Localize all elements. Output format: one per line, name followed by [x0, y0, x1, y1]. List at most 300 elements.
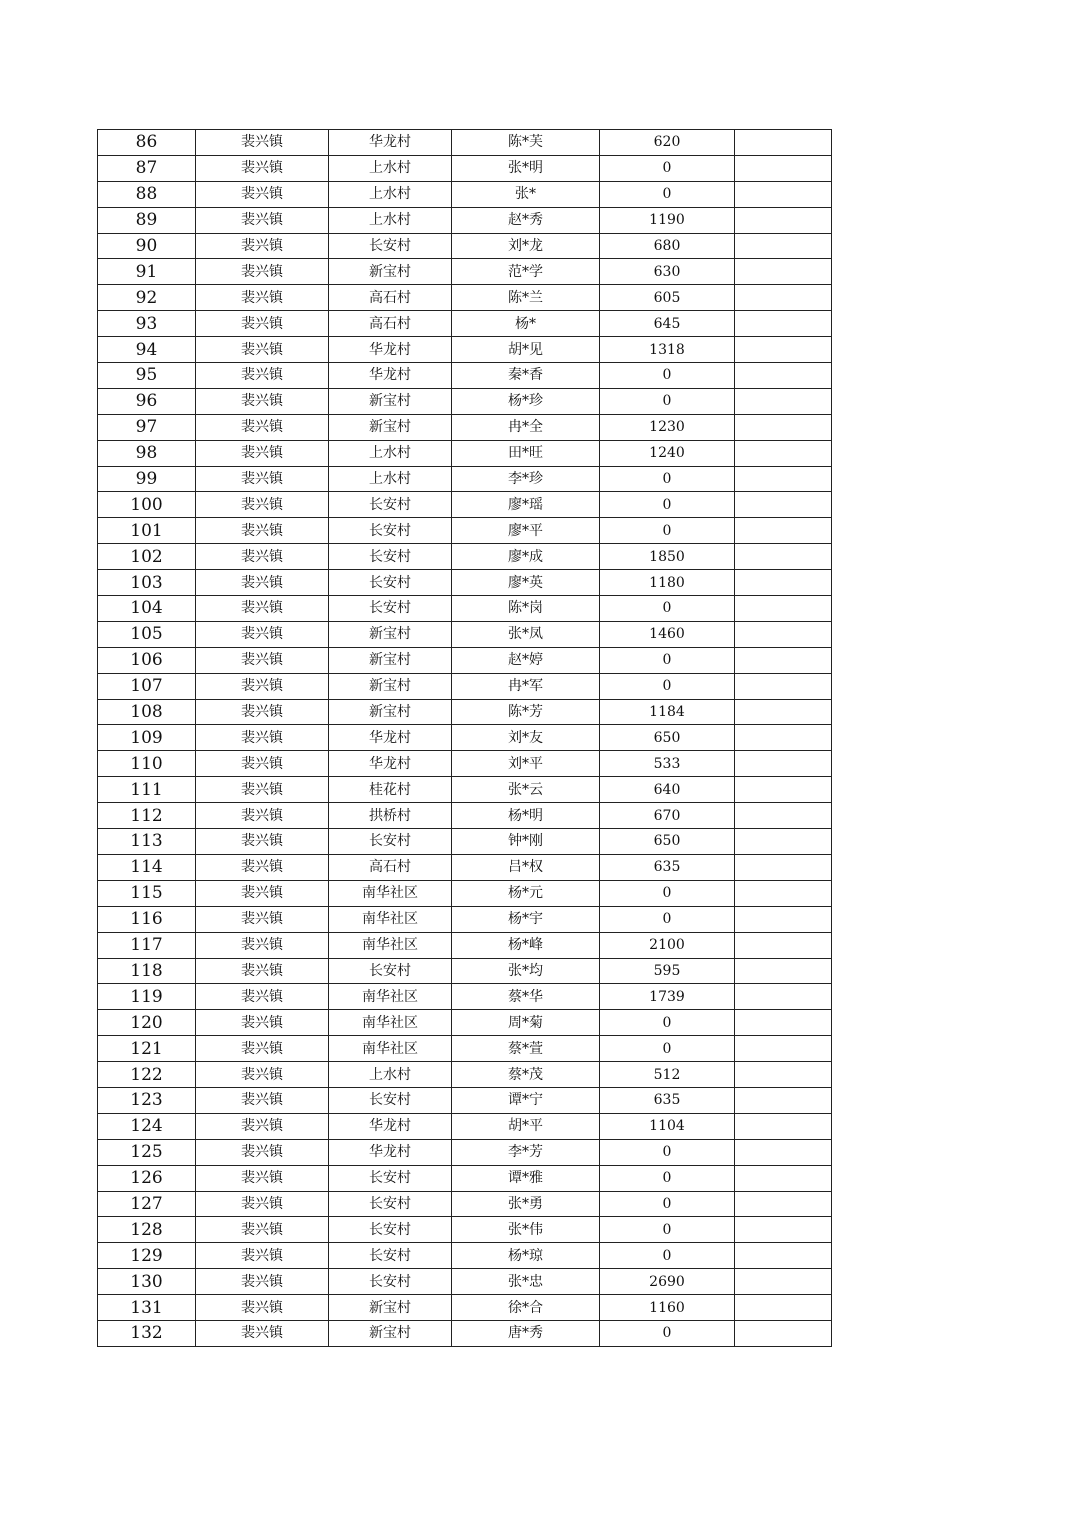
person-name-cell: 冉*军	[452, 673, 600, 699]
village-cell: 长安村	[329, 1269, 452, 1295]
village-cell: 南华社区	[329, 880, 452, 906]
row-number-cell: 132	[98, 1320, 196, 1346]
note-cell	[735, 1217, 832, 1243]
town-cell: 裴兴镇	[196, 570, 329, 596]
town-cell: 裴兴镇	[196, 1320, 329, 1346]
note-cell	[735, 777, 832, 803]
town-cell: 裴兴镇	[196, 880, 329, 906]
person-name-cell: 周*菊	[452, 1010, 600, 1036]
table-row	[98, 880, 832, 906]
table-row	[98, 130, 832, 156]
amount-cell: 1460	[600, 621, 735, 647]
person-name-cell: 杨*	[452, 311, 600, 337]
village-cell: 华龙村	[329, 1139, 452, 1165]
table-row	[98, 1010, 832, 1036]
amount-cell: 635	[600, 1087, 735, 1113]
person-name-cell: 廖*英	[452, 570, 600, 596]
town-cell: 裴兴镇	[196, 544, 329, 570]
town-cell: 裴兴镇	[196, 984, 329, 1010]
person-name-cell: 范*学	[452, 259, 600, 285]
row-number-cell: 123	[98, 1087, 196, 1113]
note-cell	[735, 388, 832, 414]
table-row	[98, 337, 832, 363]
table-row	[98, 1087, 832, 1113]
town-cell: 裴兴镇	[196, 440, 329, 466]
note-cell	[735, 207, 832, 233]
town-cell: 裴兴镇	[196, 958, 329, 984]
note-cell	[735, 751, 832, 777]
note-cell	[735, 1113, 832, 1139]
person-name-cell: 张*云	[452, 777, 600, 803]
village-cell: 上水村	[329, 207, 452, 233]
note-cell	[735, 544, 832, 570]
village-cell: 长安村	[329, 1191, 452, 1217]
town-cell: 裴兴镇	[196, 155, 329, 181]
note-cell	[735, 311, 832, 337]
village-cell: 南华社区	[329, 1010, 452, 1036]
village-cell: 长安村	[329, 1243, 452, 1269]
table-row	[98, 285, 832, 311]
amount-cell: 0	[600, 1320, 735, 1346]
table-row	[98, 414, 832, 440]
row-number-cell: 115	[98, 880, 196, 906]
person-name-cell: 张*伟	[452, 1217, 600, 1243]
village-cell: 高石村	[329, 285, 452, 311]
amount-cell: 0	[600, 363, 735, 389]
table-row	[98, 155, 832, 181]
note-cell	[735, 880, 832, 906]
row-number-cell: 86	[98, 130, 196, 156]
village-cell: 高石村	[329, 854, 452, 880]
person-name-cell: 张*凤	[452, 621, 600, 647]
note-cell	[735, 1036, 832, 1062]
note-cell	[735, 1320, 832, 1346]
person-name-cell: 谭*宁	[452, 1087, 600, 1113]
village-cell: 上水村	[329, 155, 452, 181]
amount-cell: 0	[600, 155, 735, 181]
person-name-cell: 张*均	[452, 958, 600, 984]
row-number-cell: 87	[98, 155, 196, 181]
amount-cell: 1739	[600, 984, 735, 1010]
note-cell	[735, 1165, 832, 1191]
town-cell: 裴兴镇	[196, 829, 329, 855]
note-cell	[735, 673, 832, 699]
row-number-cell: 122	[98, 1062, 196, 1088]
table-row	[98, 1243, 832, 1269]
amount-cell: 0	[600, 906, 735, 932]
row-number-cell: 95	[98, 363, 196, 389]
amount-cell: 0	[600, 596, 735, 622]
town-cell: 裴兴镇	[196, 725, 329, 751]
village-cell: 长安村	[329, 570, 452, 596]
town-cell: 裴兴镇	[196, 285, 329, 311]
town-cell: 裴兴镇	[196, 1139, 329, 1165]
note-cell	[735, 130, 832, 156]
amount-cell: 0	[600, 1217, 735, 1243]
table-row	[98, 1165, 832, 1191]
amount-cell: 670	[600, 803, 735, 829]
village-cell: 新宝村	[329, 699, 452, 725]
village-cell: 上水村	[329, 181, 452, 207]
town-cell: 裴兴镇	[196, 1217, 329, 1243]
town-cell: 裴兴镇	[196, 1243, 329, 1269]
amount-cell: 2690	[600, 1269, 735, 1295]
row-number-cell: 88	[98, 181, 196, 207]
village-cell: 长安村	[329, 544, 452, 570]
note-cell	[735, 1010, 832, 1036]
person-name-cell: 田*旺	[452, 440, 600, 466]
table-row	[98, 803, 832, 829]
table-row	[98, 673, 832, 699]
row-number-cell: 101	[98, 518, 196, 544]
person-name-cell: 钟*刚	[452, 829, 600, 855]
amount-cell: 1318	[600, 337, 735, 363]
row-number-cell: 112	[98, 803, 196, 829]
table-row	[98, 1113, 832, 1139]
town-cell: 裴兴镇	[196, 854, 329, 880]
table-row	[98, 311, 832, 337]
amount-cell: 2100	[600, 932, 735, 958]
village-cell: 长安村	[329, 1165, 452, 1191]
village-cell: 华龙村	[329, 337, 452, 363]
row-number-cell: 125	[98, 1139, 196, 1165]
table-row	[98, 932, 832, 958]
village-cell: 华龙村	[329, 363, 452, 389]
note-cell	[735, 570, 832, 596]
note-cell	[735, 906, 832, 932]
village-cell: 南华社区	[329, 932, 452, 958]
table-row	[98, 440, 832, 466]
town-cell: 裴兴镇	[196, 1113, 329, 1139]
town-cell: 裴兴镇	[196, 388, 329, 414]
row-number-cell: 91	[98, 259, 196, 285]
row-number-cell: 109	[98, 725, 196, 751]
village-cell: 长安村	[329, 596, 452, 622]
row-number-cell: 121	[98, 1036, 196, 1062]
row-number-cell: 93	[98, 311, 196, 337]
row-number-cell: 94	[98, 337, 196, 363]
town-cell: 裴兴镇	[196, 363, 329, 389]
row-number-cell: 114	[98, 854, 196, 880]
town-cell: 裴兴镇	[196, 1062, 329, 1088]
village-cell: 新宝村	[329, 1320, 452, 1346]
table-row	[98, 777, 832, 803]
town-cell: 裴兴镇	[196, 1191, 329, 1217]
person-name-cell: 刘*友	[452, 725, 600, 751]
person-name-cell: 刘*龙	[452, 233, 600, 259]
amount-cell: 1240	[600, 440, 735, 466]
row-number-cell: 128	[98, 1217, 196, 1243]
table-row	[98, 1320, 832, 1346]
village-cell: 长安村	[329, 492, 452, 518]
amount-cell: 0	[600, 1165, 735, 1191]
amount-cell: 680	[600, 233, 735, 259]
row-number-cell: 107	[98, 673, 196, 699]
town-cell: 裴兴镇	[196, 673, 329, 699]
table-row	[98, 725, 832, 751]
amount-cell: 1104	[600, 1113, 735, 1139]
town-cell: 裴兴镇	[196, 492, 329, 518]
person-name-cell: 蔡*茂	[452, 1062, 600, 1088]
town-cell: 裴兴镇	[196, 647, 329, 673]
village-cell: 长安村	[329, 1217, 452, 1243]
town-cell: 裴兴镇	[196, 1036, 329, 1062]
amount-cell: 0	[600, 647, 735, 673]
note-cell	[735, 984, 832, 1010]
village-cell: 华龙村	[329, 1113, 452, 1139]
row-number-cell: 129	[98, 1243, 196, 1269]
village-cell: 华龙村	[329, 725, 452, 751]
person-name-cell: 谭*雅	[452, 1165, 600, 1191]
person-name-cell: 唐*秀	[452, 1320, 600, 1346]
amount-cell: 1180	[600, 570, 735, 596]
note-cell	[735, 829, 832, 855]
table-row	[98, 1191, 832, 1217]
table-row	[98, 233, 832, 259]
note-cell	[735, 233, 832, 259]
row-number-cell: 127	[98, 1191, 196, 1217]
row-number-cell: 130	[98, 1269, 196, 1295]
amount-cell: 0	[600, 466, 735, 492]
town-cell: 裴兴镇	[196, 906, 329, 932]
table-row	[98, 854, 832, 880]
table-row	[98, 570, 832, 596]
row-number-cell: 118	[98, 958, 196, 984]
amount-cell: 0	[600, 1243, 735, 1269]
village-cell: 长安村	[329, 829, 452, 855]
village-cell: 南华社区	[329, 984, 452, 1010]
person-name-cell: 秦*香	[452, 363, 600, 389]
roster-table	[97, 129, 832, 1347]
town-cell: 裴兴镇	[196, 233, 329, 259]
town-cell: 裴兴镇	[196, 414, 329, 440]
town-cell: 裴兴镇	[196, 518, 329, 544]
amount-cell: 0	[600, 1010, 735, 1036]
village-cell: 上水村	[329, 440, 452, 466]
note-cell	[735, 1191, 832, 1217]
row-number-cell: 92	[98, 285, 196, 311]
row-number-cell: 99	[98, 466, 196, 492]
village-cell: 华龙村	[329, 751, 452, 777]
village-cell: 拱桥村	[329, 803, 452, 829]
table-row	[98, 518, 832, 544]
person-name-cell: 李*珍	[452, 466, 600, 492]
amount-cell: 595	[600, 958, 735, 984]
town-cell: 裴兴镇	[196, 130, 329, 156]
note-cell	[735, 1139, 832, 1165]
village-cell: 长安村	[329, 518, 452, 544]
amount-cell: 0	[600, 673, 735, 699]
table-row	[98, 544, 832, 570]
note-cell	[735, 1087, 832, 1113]
person-name-cell: 张*忠	[452, 1269, 600, 1295]
note-cell	[735, 1295, 832, 1321]
town-cell: 裴兴镇	[196, 596, 329, 622]
amount-cell: 635	[600, 854, 735, 880]
table-row	[98, 1269, 832, 1295]
table-row	[98, 1295, 832, 1321]
table-row	[98, 699, 832, 725]
row-number-cell: 116	[98, 906, 196, 932]
row-number-cell: 89	[98, 207, 196, 233]
amount-cell: 1160	[600, 1295, 735, 1321]
amount-cell: 533	[600, 751, 735, 777]
town-cell: 裴兴镇	[196, 1087, 329, 1113]
person-name-cell: 蔡*萱	[452, 1036, 600, 1062]
amount-cell: 1184	[600, 699, 735, 725]
note-cell	[735, 1062, 832, 1088]
village-cell: 南华社区	[329, 1036, 452, 1062]
village-cell: 高石村	[329, 311, 452, 337]
row-number-cell: 108	[98, 699, 196, 725]
row-number-cell: 104	[98, 596, 196, 622]
table-row	[98, 906, 832, 932]
amount-cell: 605	[600, 285, 735, 311]
amount-cell: 630	[600, 259, 735, 285]
amount-cell: 0	[600, 1036, 735, 1062]
village-cell: 新宝村	[329, 1295, 452, 1321]
amount-cell: 650	[600, 829, 735, 855]
amount-cell: 0	[600, 1139, 735, 1165]
table-row	[98, 1217, 832, 1243]
amount-cell: 1190	[600, 207, 735, 233]
table-row	[98, 984, 832, 1010]
table-row	[98, 1062, 832, 1088]
amount-cell: 1230	[600, 414, 735, 440]
table-row	[98, 1036, 832, 1062]
row-number-cell: 111	[98, 777, 196, 803]
person-name-cell: 赵*秀	[452, 207, 600, 233]
note-cell	[735, 854, 832, 880]
person-name-cell: 张*勇	[452, 1191, 600, 1217]
row-number-cell: 120	[98, 1010, 196, 1036]
village-cell: 桂花村	[329, 777, 452, 803]
village-cell: 上水村	[329, 1062, 452, 1088]
row-number-cell: 110	[98, 751, 196, 777]
row-number-cell: 117	[98, 932, 196, 958]
amount-cell: 0	[600, 1191, 735, 1217]
table-row	[98, 466, 832, 492]
person-name-cell: 李*芳	[452, 1139, 600, 1165]
person-name-cell: 陈*芳	[452, 699, 600, 725]
amount-cell: 1850	[600, 544, 735, 570]
row-number-cell: 100	[98, 492, 196, 518]
town-cell: 裴兴镇	[196, 1165, 329, 1191]
note-cell	[735, 621, 832, 647]
note-cell	[735, 699, 832, 725]
town-cell: 裴兴镇	[196, 803, 329, 829]
person-name-cell: 杨*峰	[452, 932, 600, 958]
table-row	[98, 647, 832, 673]
table-row	[98, 621, 832, 647]
person-name-cell: 杨*宇	[452, 906, 600, 932]
amount-cell: 0	[600, 880, 735, 906]
town-cell: 裴兴镇	[196, 1295, 329, 1321]
table-body	[98, 130, 832, 1347]
amount-cell: 0	[600, 181, 735, 207]
person-name-cell: 刘*平	[452, 751, 600, 777]
note-cell	[735, 958, 832, 984]
note-cell	[735, 803, 832, 829]
person-name-cell: 陈*岗	[452, 596, 600, 622]
person-name-cell: 张*	[452, 181, 600, 207]
village-cell: 南华社区	[329, 906, 452, 932]
note-cell	[735, 1269, 832, 1295]
town-cell: 裴兴镇	[196, 777, 329, 803]
row-number-cell: 90	[98, 233, 196, 259]
table-row	[98, 388, 832, 414]
note-cell	[735, 725, 832, 751]
amount-cell: 650	[600, 725, 735, 751]
row-number-cell: 97	[98, 414, 196, 440]
town-cell: 裴兴镇	[196, 207, 329, 233]
person-name-cell: 廖*瑶	[452, 492, 600, 518]
village-cell: 新宝村	[329, 259, 452, 285]
table-row	[98, 958, 832, 984]
note-cell	[735, 932, 832, 958]
note-cell	[735, 285, 832, 311]
village-cell: 长安村	[329, 1087, 452, 1113]
person-name-cell: 杨*琼	[452, 1243, 600, 1269]
note-cell	[735, 518, 832, 544]
table-row	[98, 207, 832, 233]
row-number-cell: 105	[98, 621, 196, 647]
amount-cell: 0	[600, 388, 735, 414]
row-number-cell: 98	[98, 440, 196, 466]
row-number-cell: 126	[98, 1165, 196, 1191]
person-name-cell: 陈*芙	[452, 130, 600, 156]
person-name-cell: 杨*元	[452, 880, 600, 906]
row-number-cell: 96	[98, 388, 196, 414]
row-number-cell: 102	[98, 544, 196, 570]
row-number-cell: 103	[98, 570, 196, 596]
village-cell: 新宝村	[329, 414, 452, 440]
person-name-cell: 张*明	[452, 155, 600, 181]
person-name-cell: 胡*平	[452, 1113, 600, 1139]
amount-cell: 0	[600, 492, 735, 518]
amount-cell: 620	[600, 130, 735, 156]
table-row	[98, 829, 832, 855]
village-cell: 长安村	[329, 233, 452, 259]
note-cell	[735, 647, 832, 673]
table-row	[98, 363, 832, 389]
amount-cell: 512	[600, 1062, 735, 1088]
row-number-cell: 131	[98, 1295, 196, 1321]
table-row	[98, 751, 832, 777]
village-cell: 新宝村	[329, 647, 452, 673]
village-cell: 新宝村	[329, 621, 452, 647]
person-name-cell: 吕*权	[452, 854, 600, 880]
note-cell	[735, 492, 832, 518]
row-number-cell: 113	[98, 829, 196, 855]
person-name-cell: 胡*见	[452, 337, 600, 363]
amount-cell: 645	[600, 311, 735, 337]
village-cell: 新宝村	[329, 673, 452, 699]
row-number-cell: 124	[98, 1113, 196, 1139]
person-name-cell: 杨*明	[452, 803, 600, 829]
note-cell	[735, 466, 832, 492]
table-row	[98, 181, 832, 207]
note-cell	[735, 596, 832, 622]
table-row	[98, 596, 832, 622]
person-name-cell: 廖*成	[452, 544, 600, 570]
row-number-cell: 119	[98, 984, 196, 1010]
town-cell: 裴兴镇	[196, 259, 329, 285]
table-row	[98, 259, 832, 285]
person-name-cell: 冉*全	[452, 414, 600, 440]
town-cell: 裴兴镇	[196, 932, 329, 958]
town-cell: 裴兴镇	[196, 621, 329, 647]
